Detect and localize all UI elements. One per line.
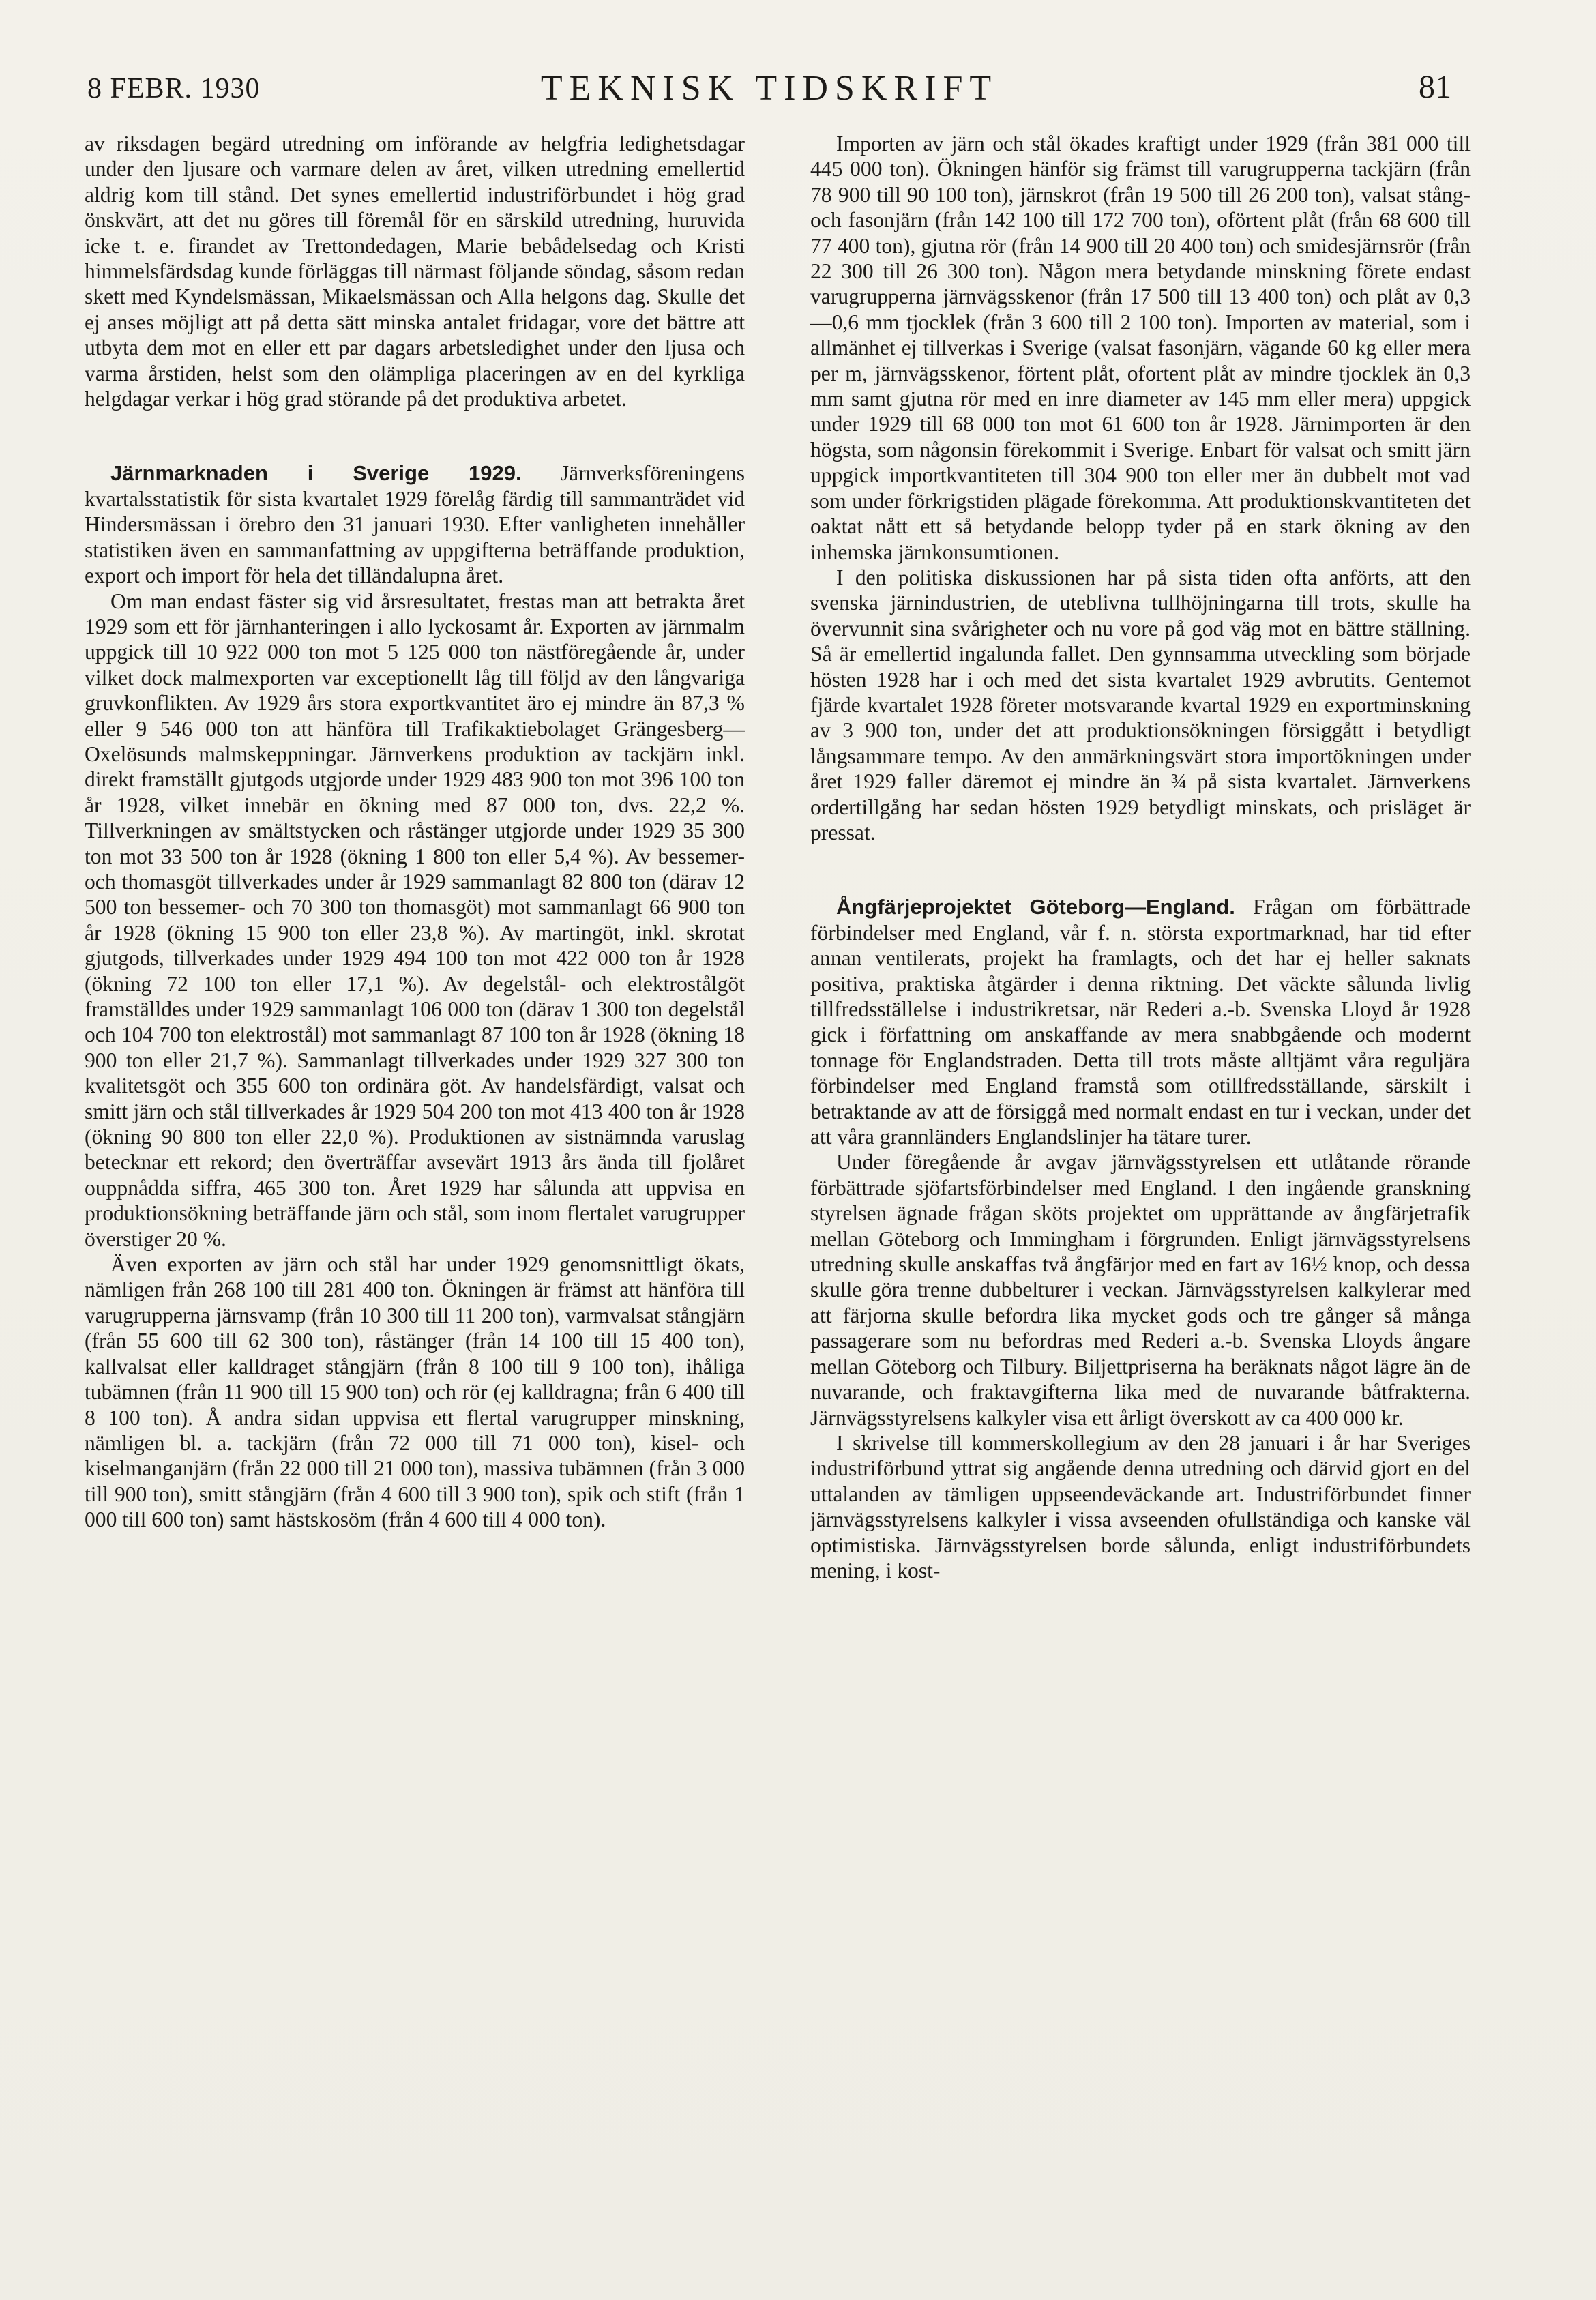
journal-title: TEKNISK TIDSKRIFT: [540, 69, 999, 108]
paragraph: Under föregående år avgav järnvägsstyrelsen ett utlåtande rörande förbättrade sjöfartsförbindelser med England. I den ingående granskning styrelsen ägnade frågan sköts projektet om upprättande av ångfärjetrafik mellan Göteborg och Immingham i förgrunden. Enligt järnvägsstyrelsens utredning skulle anskaffas två ångfärjor med en fart av 16½ knop, och dessa skulle göra trenne dubbelturer i veckan. Järnvägsstyrelsen kalkylerar med att färjorna skulle befordra lika mycket gods och tre gånger så många passagerare som nu befordras med Rederi a.-b. Svenska Lloyds ångare mellan Göteborg och Tilbury. Biljettpriserna ha beräknats något lägre än de nuvarande, och fraktavgifterna lika med de nuvarande båtfrakterna. Järnvägsstyrelsens kalkyler visa ett årligt överskott av ca 400 000 kr.: [810, 1150, 1471, 1430]
left-column: [85, 131, 745, 1533]
issue-date: 8 FEBR. 1930: [87, 73, 261, 104]
right-column: [810, 131, 1471, 1583]
page-number: 81: [1419, 69, 1451, 105]
page-header: [87, 65, 1451, 113]
paragraph: I den politiska diskussionen har på sista tiden ofta anförts, att den svenska järnindustrien, de uteblivna tullhöjningarna till trots, skulle ha övervunnit sina svårigheter och nu vore på god väg mot en bättre ställning. Så är emellertid ingalunda fallet. Den gynnsamma utveckling som började hösten 1928 har i och med det sista kvartalet 1929 avbrutits. Gentemot fjärde kvartalet 1928 företer motsvarande kvartal 1929 en exportminskning av 3 900 ton, under det att produktionsökningen försiggått i betydligt långsammare tempo. Av den anmärkningsvärt stora importökningen under året 1929 faller däremot ej mindre än ¾ på sista kvartalet. Järnverkens ordertillgång har sedan hösten 1929 betydligt minskats, och prisläget är pressat.: [810, 565, 1471, 844]
paragraph: Om man endast fäster sig vid årsresultatet, frestas man att betrakta året 1929 som ett för järnhanteringen i allo lyckosamt år. Exporten av järnmalm uppgick till 10 922 000 ton mot 5 125 000 ton nästföregående år, under vilket dock malmexporten var exceptionellt låg till följd av den långvariga gruvkonflikten. Av 1929 års stora exportkvantitet äro ej mindre än 87,3 % eller 9 546 000 ton att hänföra till Trafikaktiebolaget Grängesberg—Oxelösunds malmskeppningar. Järnverkens produktion av tackjärn inkl. direkt framställt gjutgods utgjorde under 1929 483 900 ton mot 396 100 ton år 1928, vilket innebär en ökning med 87 000 ton, dvs. 22,2 %. Tillverkningen av smältstycken och råstänger utgjorde under 1929 35 300 ton mot 33 500 ton år 1928 (ökning 1 800 ton eller 5,4 %). Av bessemer- och thomasgöt tillverkades under år 1929 sammanlagt 82 800 ton (därav 12 500 ton bessemer- och 70 300 ton thomasgöt) mot sammanlagt 66 900 ton år 1928 (ökning 15 900 ton eller 23,8 %). Av martingöt, inkl. skrotat gjutgods, tillverkades under 1929 494 100 ton mot 422 000 ton år 1928 (ökning 72 100 ton eller 17,1 %). Av degelstål- och elektrostålgöt framställdes under 1929 sammanlagt 106 000 ton (därav 1 300 ton degelstål och 104 700 ton elektrostål) mot sammanlagt 87 100 ton år 1928 (ökning 18 900 ton eller 21,7 %). Sammanlagt tillverkades under 1929 327 300 ton kvalitetsgöt och 355 600 ton ordinära göt. Av handelsfärdigt, valsat och smitt järn och stål tillverkades år 1929 504 200 ton mot 413 400 ton år 1928 (ökning 90 800 ton eller 22,0 %). Produktionen av sistnämnda varuslag betecknar ett rekord; den överträffar avsevärt 1913 års ända till fjolåret ouppnådda siffra, 465 300 ton. Året 1929 har sålunda att uppvisa en produktionsökning beträffande järn och stål, som inom flertalet varugrupper överstiger 20 %.: [85, 589, 745, 1251]
paragraph: I skrivelse till kommerskollegium av den 28 januari i år har Sveriges industriförbund yttrat sig angående denna utredning och därvid gjort en del uttalanden av tämligen uppseendeväckande art. Industriförbundet finner järnvägsstyrelsens kalkyler i vissa avseenden ofullständiga och kanske väl optimistiska. Järnvägsstyrelsen borde sålunda, enligt industriförbundets mening, i kost-: [810, 1430, 1471, 1582]
paragraph-text: Frågan om förbättrade förbindelser med England, vår f. n. största exportmarknad, har tid efter annan ventilerats, projekt ha framlagts, och det har ej heller saknats positiva, praktiska åtgärder i denna riktning. Det väckte sålunda livlig tillfredsställelse i industrikretsar, när Rederi a.-b. Svenska Lloyd år 1928 gick i författning om anskaffande av mera snabbgående och modernt tonnage för Englandstraden. Detta till trots måste alltjämt våra reguljära förbindelser med England framstå som otillfredsställande, särskilt i betraktande av att de försiggå med normalt endast en tur i veckan, under det att våra grannländers Englandslinjer ha tätare turer.: [810, 895, 1471, 1149]
section-heading: Ångfärjeprojektet Göteborg—England.: [836, 895, 1235, 919]
paragraph: av riksdagen begärd utredning om införande av helgfria ledighetsdagar under den ljusare och varmare delen av året, vilken utredning emellertid aldrig kom till stånd. Det synes emellertid industriförbundet i hög grad önskvärt, att det nu göres till föremål för en särskild utredning, huruvida icke t. e. firandet av Trettondedagen, Marie bebådelsedag och Kristi himmelsfärdsdag kunde förläggas till närmast följande söndag, såsom redan skett med Kyndelsmässan, Mikaelsmässan och Alla helgons dag. Skulle det ej anses möjligt att på detta sätt minska antalet fridagar, vore det bättre att utbyta dem mot en eller ett par dagars arbetsledighet under den ljusa och varma årstiden, helst som den olämpliga placeringen av en del kyrkliga helgdagar verkar i hög grad störande på det produktiva arbetet.: [85, 132, 745, 411]
paragraph: Importen av järn och stål ökades kraftigt under 1929 (från 381 000 till 445 000 ton). Ökningen hänför sig främst till varugrupperna tackjärn (från 78 900 till 90 100 ton), järnskrot (från 19 500 till 26 200 ton), valsat stång- och fasonjärn (från 142 100 till 172 700 ton), oförtent plåt (från 68 600 till 77 400 ton), gjutna rör (från 14 900 till 20 400 ton) och smidesjärnsrör (från 22 300 till 26 300 ton). Någon mera betydande minskning förete endast varugrupperna järnvägsskenor (från 17 500 till 13 400 ton) och plåt av 0,3—0,6 mm tjocklek (från 3 600 till 2 100 ton). Importen av material, som i allmänhet ej tillverkas i Sverige (valsat fasonjärn, vägande 60 kg eller mera per m, järnvägsskenor, förtent plåt, ofortent plåt av mindre tjocklek än 0,3 mm samt gjutna rör med en inre diameter av 145 mm eller mera) uppgick under 1929 till 68 000 ton mot 61 600 ton år 1928. Järnimporten är den högsta, som någonsin förekommit i Sverige. Enbart för valsat och smitt järn uppgick importkvantiteten till 304 900 ton eller mer än dubbelt mot vad som under förkrigstiden plägade förekomma. Att produktionskvantiteten det oaktat nått ett så betydande belopp tyder på en stark ökning av den inhemska järnkonsumtionen.: [810, 132, 1471, 564]
section-heading: Järnmarknaden i Sverige 1929.: [110, 461, 522, 486]
paragraph: Även exporten av järn och stål har under 1929 genomsnittligt ökats, nämligen från 268 100 till 281 400 ton. Ökningen är främst att hänföra till varugrupperna järnsvamp (från 10 300 till 11 200 ton), varmvalsat stångjärn (från 55 600 till 62 300 ton), råstänger (från 14 100 till 15 400 ton), kallvalsat eller kalldraget stångjärn (från 8 100 till 9 100 ton), ihåliga tubämnen (från 11 900 till 15 900 ton) och rör (ej kalldragna; från 6 400 till 8 100 ton). Å andra sidan uppvisa ett flertal varugrupper minskning, nämligen bl. a. tackjärn (från 72 000 till 71 000 ton), kisel- och kiselmanganjärn (från 22 000 till 21 000 ton), massiva tubämnen (från 3 000 till 900 ton), smitt stångjärn (från 4 600 till 3 900 ton), spik och stift (från 1 000 till 600 ton) samt hästskosöm (från 4 600 till 4 000 ton).: [85, 1252, 745, 1532]
section-ferry-project: [810, 894, 1471, 1149]
section-iron-market: [85, 460, 745, 588]
paragraph-text: Järnverksföreningens kvartalsstatistik för sista kvartalet 1929 förelåg färdig till sammanträdet vid Hindersmässan i örebro den 31 januari 1930. Efter vanligheten innehåller statistiken även en sammanfattning av uppgifterna beträffande produktion, export och import för hela det tilländalupna året.: [85, 461, 745, 588]
